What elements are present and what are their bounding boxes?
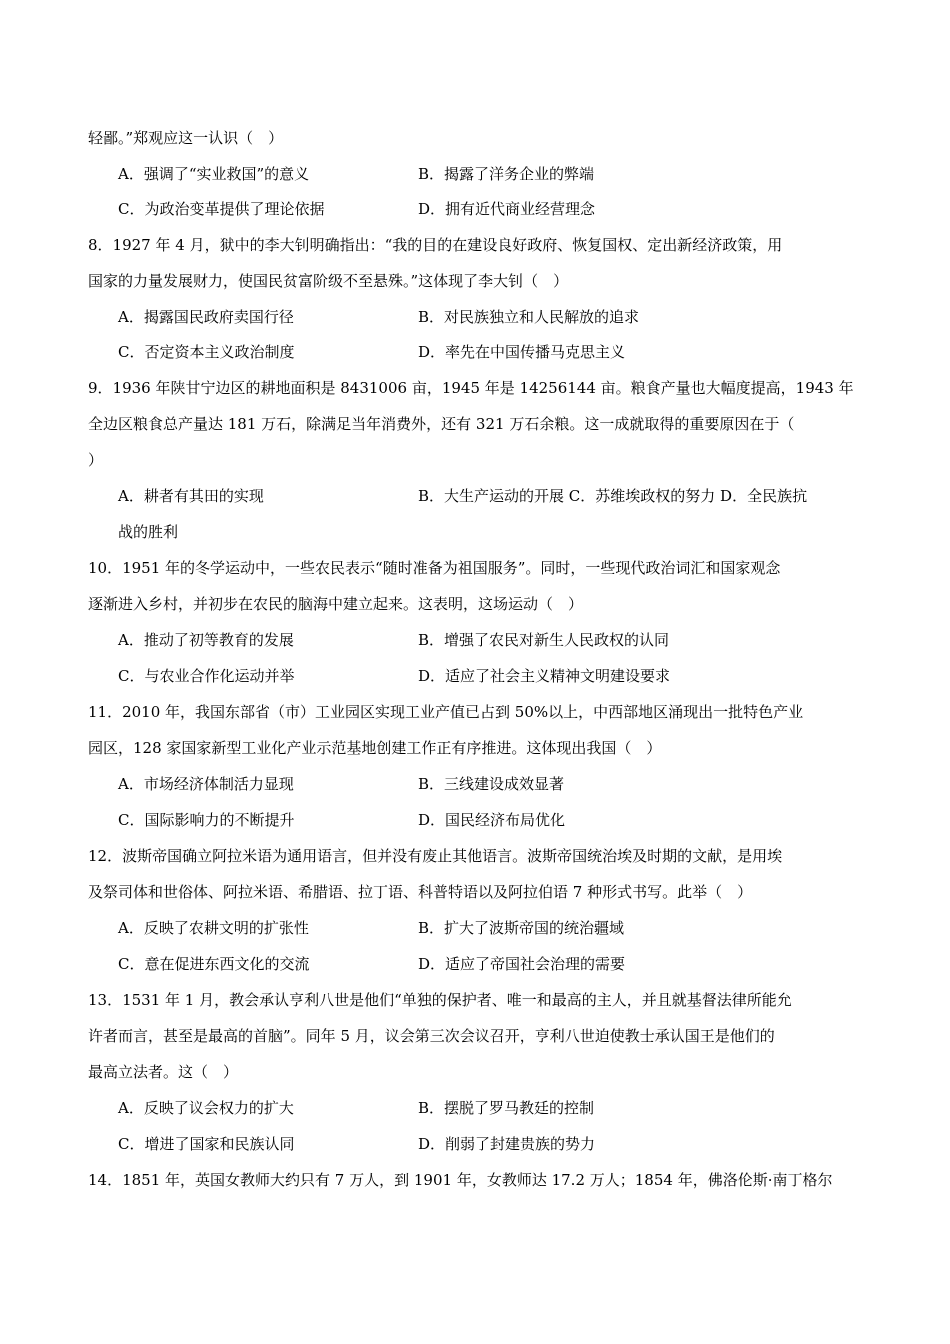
q10-option-a: A．推动了初等教育的发展 [118, 631, 294, 649]
q9-stem-line2: 全边区粮食总产量达 181 万石，除满足当年消费外，还有 321 万石余粮。这一成就取得的重要原因在于（ [88, 415, 795, 433]
q12-stem-line1: 12．波斯帝国确立阿拉米语为通用语言，但并没有废止其他语言。波斯帝国统治埃及时期的文献，是用埃 [88, 847, 783, 865]
q11-stem-line2: 园区，128 家国家新型工业化产业示范基地创建工作正有序推进。这体现出我国（ ） [88, 739, 662, 757]
q8-option-c: C．否定资本主义政治制度 [118, 343, 295, 361]
q12-option-c: C．意在促进东西文化的交流 [118, 955, 310, 973]
q11-option-d: D．国民经济布局优化 [418, 811, 566, 829]
q8-stem-line2: 国家的力量发展财力，使国民贫富阶级不至悬殊。”这体现了李大钊（ ） [88, 272, 569, 290]
q10-option-d: D．适应了社会主义精神文明建设要求 [418, 667, 671, 685]
q14-stem-line1: 14．1851 年，英国女教师大约只有 7 万人，到 1901 年，女教师达 17.2 万人；1854 年，佛洛伦斯·南丁格尔 [88, 1171, 833, 1189]
q12-stem-line2: 及祭司体和世俗体、阿拉米语、希腊语、拉丁语、科普特语以及阿拉伯语 7 种形式书写。此举（ ） [88, 883, 753, 901]
q8-option-a: A．揭露国民政府卖国行径 [118, 308, 294, 326]
q9-option-d-cont: 战的胜利 [118, 523, 179, 541]
q7-option-d: D．拥有近代商业经营理念 [418, 200, 596, 218]
q8-option-b: B．对民族独立和人民解放的追求 [418, 308, 640, 326]
q10-option-b: B．增强了农民对新生人民政权的认同 [418, 631, 670, 649]
q9-option-bcd: B．大生产运动的开展 C．苏维埃政权的努力 D．全民族抗 [418, 487, 808, 505]
q13-stem-line1: 13．1531 年 1 月，教会承认亨利八世是他们“单独的保护者、唯一和最高的主人，并且就基督法律所能允 [88, 991, 792, 1009]
q7-stem: 轻鄙。”郑观应这一认识（ ） [88, 129, 284, 147]
q8-option-d: D．率先在中国传播马克思主义 [418, 343, 626, 361]
q7-option-b: B．揭露了洋务企业的弊端 [418, 165, 595, 183]
q9-option-a: A．耕者有其田的实现 [118, 487, 264, 505]
q10-option-c: C．与农业合作化运动并举 [118, 667, 295, 685]
q13-option-a: A．反映了议会权力的扩大 [118, 1099, 294, 1117]
q10-stem-line2: 逐渐进入乡村，并初步在农民的脑海中建立起来。这表明，这场运动（ ） [88, 595, 584, 613]
q13-stem-line2: 许者而言，甚至是最高的首脑”。同年 5 月，议会第三次会议召开，亨利八世迫使教士承认国王是他们的 [88, 1027, 775, 1045]
q9-stem-line1: 9．1936 年陕甘宁边区的耕地面积是 8431006 亩，1945 年是 14256144 亩。粮食产量也大幅度提高，1943 年 [88, 379, 854, 397]
q11-option-c: C．国际影响力的不断提升 [118, 811, 295, 829]
q11-option-b: B．三线建设成效显著 [418, 775, 565, 793]
q9-stem-line3: ） [88, 451, 104, 469]
q7-option-a: A．强调了“实业救国”的意义 [118, 165, 310, 183]
q8-stem-line1: 8．1927 年 4 月，狱中的李大钊明确指出：“我的目的在建设良好政府、恢复国权、定出新经济政策，用 [88, 236, 783, 254]
q12-option-d: D．适应了帝国社会治理的需要 [418, 955, 626, 973]
q10-stem-line1: 10．1951 年的冬学运动中，一些农民表示“随时准备为祖国服务”。同时，一些现代政治词汇和国家观念 [88, 559, 781, 577]
q12-option-a: A．反映了农耕文明的扩张性 [118, 919, 309, 937]
q12-option-b: B．扩大了波斯帝国的统治疆域 [418, 919, 625, 937]
q11-option-a: A．市场经济体制活力显现 [118, 775, 294, 793]
q11-stem-line1: 11．2010 年，我国东部省（市）工业园区实现工业产值已占到 50%以上，中西部地区涌现出一批特色产业 [88, 703, 804, 721]
q13-stem-line3: 最高立法者。这（ ） [88, 1063, 239, 1081]
q13-option-c: C．增进了国家和民族认同 [118, 1135, 295, 1153]
q13-option-b: B．摆脱了罗马教廷的控制 [418, 1099, 595, 1117]
q7-option-c: C．为政治变革提供了理论依据 [118, 200, 325, 218]
q13-option-d: D．削弱了封建贵族的势力 [418, 1135, 596, 1153]
